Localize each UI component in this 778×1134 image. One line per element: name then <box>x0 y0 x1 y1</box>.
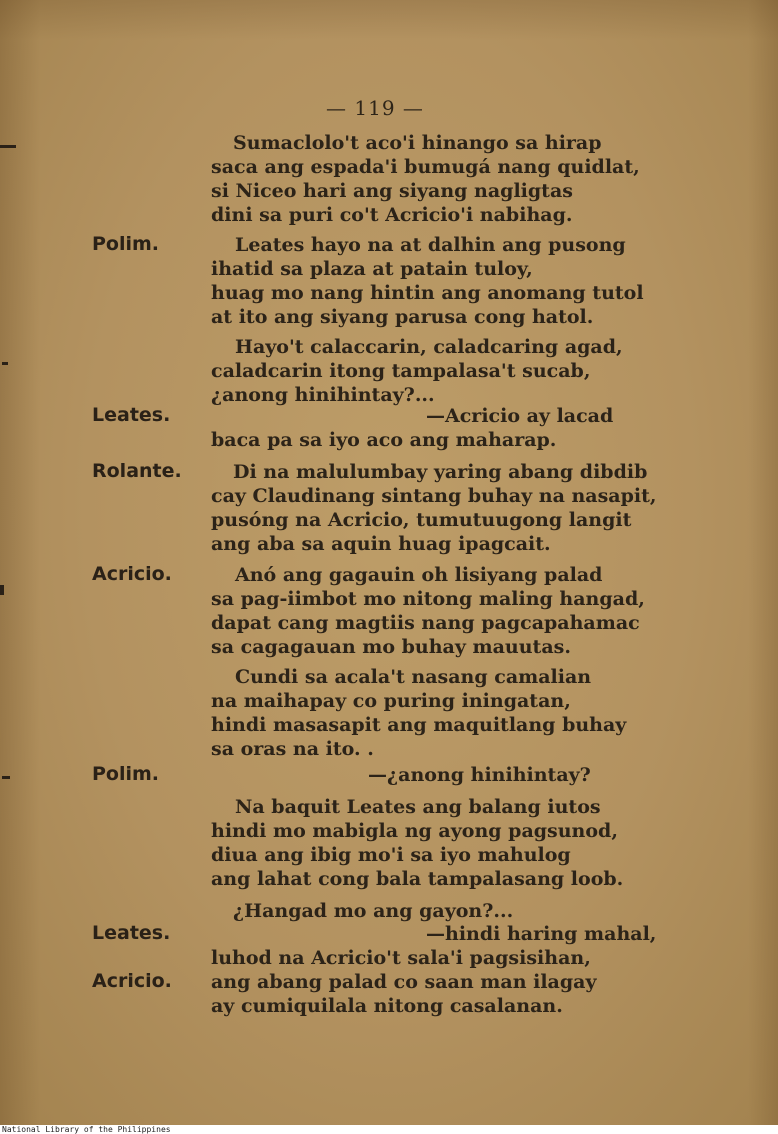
verse-line: —¿anong hinihintay? <box>368 764 591 786</box>
verse-line: —Acricio ay lacad <box>426 405 614 427</box>
page-shadow-left <box>0 0 40 1125</box>
verse-line: ¿anong hinihintay?... <box>211 384 435 406</box>
verse-line: luhod na Acricio't sala'i pagsisihan, <box>211 947 591 969</box>
verse-line: ang lahat cong bala tampalasang loob. <box>211 868 624 890</box>
verse-line: ¿Hangad mo ang gayon?... <box>233 900 514 922</box>
verse-line: diua ang ibig mo'i sa iyo mahulog <box>211 844 571 866</box>
margin-mark <box>2 362 8 365</box>
library-credit: National Library of the Philippines <box>2 1125 171 1134</box>
verse-line: —hindi haring mahal, <box>426 923 657 945</box>
verse-line: sa oras na ito. . <box>211 738 374 760</box>
page-number: — 119 — <box>326 96 424 120</box>
verse-line: cay Claudinang sintang buhay na nasapit, <box>211 485 657 507</box>
verse-line: sa cagagauan mo buhay mauutas. <box>211 636 571 658</box>
speaker-name: Leates. <box>92 404 171 426</box>
speaker-name: Acricio. <box>92 970 172 992</box>
verse-line: Cundi sa acala't nasang camalian <box>235 666 592 688</box>
speaker-name: Polim. <box>92 233 160 255</box>
verse-line: caladcarin itong tampalasa't sucab, <box>211 360 591 382</box>
verse-line: huag mo nang hintin ang anomang tutol <box>211 282 644 304</box>
speaker-name: Leates. <box>92 922 171 944</box>
verse-line: ang aba sa aquin huag ipagcait. <box>211 533 551 555</box>
verse-line: Leates hayo na at dalhin ang pusong <box>235 234 626 256</box>
verse-line: ay cumiquilala nitong casalanan. <box>211 995 563 1017</box>
verse-line: Na baquit Leates ang balang iutos <box>235 796 601 818</box>
verse-line: hindi mo mabigla ng ayong pagsunod, <box>211 820 618 842</box>
verse-line: pusóng na Acricio, tumutuugong langit <box>211 509 632 531</box>
verse-line: hindi masasapit ang maquitlang buhay <box>211 714 627 736</box>
verse-line: ang abang palad co saan man ilagay <box>211 971 597 993</box>
margin-mark <box>2 776 10 779</box>
verse-line: Di na malulumbay yaring abang dibdib <box>233 461 648 483</box>
verse-line: Sumaclolo't aco'i hinango sa hirap <box>233 132 602 154</box>
verse-line: dini sa puri co't Acricio'i nabihag. <box>211 204 573 226</box>
margin-mark <box>0 585 4 595</box>
verse-line: saca ang espada'i bumugá nang quidlat, <box>211 156 640 178</box>
verse-line: sa pag-iimbot mo nitong maling hangad, <box>211 588 645 610</box>
page-shadow-top <box>0 0 778 40</box>
margin-mark <box>0 145 16 148</box>
speaker-name: Acricio. <box>92 563 172 585</box>
verse-line: Anó ang gagauin oh lisiyang palad <box>235 564 603 586</box>
verse-line: baca pa sa iyo aco ang maharap. <box>211 429 557 451</box>
verse-line: ihatid sa plaza at patain tuloy, <box>211 258 533 280</box>
speaker-name: Polim. <box>92 763 160 785</box>
page-shadow-right <box>748 0 778 1125</box>
verse-line: at ito ang siyang parusa cong hatol. <box>211 306 594 328</box>
verse-line: na maihapay co puring iningatan, <box>211 690 571 712</box>
verse-line: Hayo't calaccarin, caladcaring agad, <box>235 336 623 358</box>
verse-line: dapat cang magtiis nang pagcapahamac <box>211 612 640 634</box>
speaker-name: Rolante. <box>92 460 182 482</box>
verse-line: si Niceo hari ang siyang nagligtas <box>211 180 573 202</box>
